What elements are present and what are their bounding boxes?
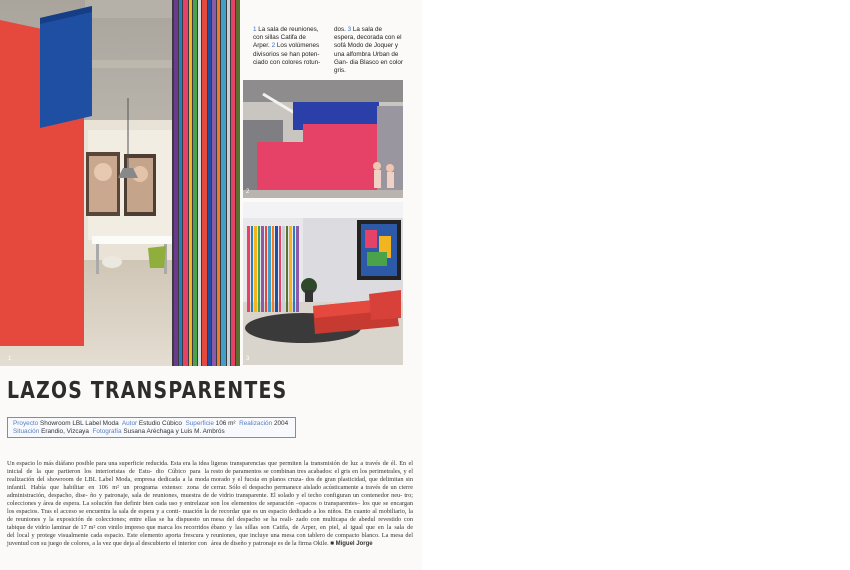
credits-proyecto-label: Proyecto xyxy=(13,420,39,427)
credits-situacion-value: Erandio, Vizcaya xyxy=(41,428,89,436)
caption-number-1: 1 xyxy=(253,26,257,33)
caption-text-1: La sala de reuniones, con sillas Catifa de Arper. xyxy=(253,26,319,50)
photo-waiting-room xyxy=(243,202,403,365)
credits-fotografia-label: Fotografía xyxy=(92,428,122,436)
credits-situacion-label: Situación xyxy=(13,428,40,436)
credits-autor-value: Estudio Cúbico xyxy=(138,420,182,427)
caption-number-3: 3 xyxy=(347,26,352,33)
magazine-page xyxy=(0,0,422,570)
caption-column-1 xyxy=(253,26,323,67)
end-mark-icon: ■ xyxy=(330,539,335,547)
photo-meeting-room xyxy=(0,0,240,366)
photo-dividing-volumes xyxy=(243,80,403,198)
photo-number-1: 1 xyxy=(8,356,12,362)
caption-text-3: dos. xyxy=(334,26,348,33)
credits-autor-label: Autor xyxy=(121,420,138,427)
credits-proyecto-value: Showroom LBL Label Moda xyxy=(40,420,119,427)
caption-column-2 xyxy=(334,26,404,75)
photo-waiting-room-image xyxy=(243,202,403,365)
body-text-column-2 xyxy=(211,460,413,548)
credits-row-1 xyxy=(13,420,290,428)
credits-realizacion-label: Realización xyxy=(239,420,273,427)
body-text-column-1: Un espacio lo más diáfano posible para una superficie reducida. Esta era la idea inicial de la que partieron los interioristas de Estu- dio Cúbico para la realización del showroom de LBL Label Moda, empresa dedicada a la moda infantil. Había que habilitar en 106 m² un programa extenso: zona de administración, despacho, dise- ño y patronaje, sala de reuniones, muestra de colecciones y área de espera. La solución fue definir bien cada uso y entrelazar los espacios. Tras el acceso se encuentra la sala de espera y a conti- nuación la de reuniones y la exposición de colecciones; entre ellas se ha dispuesto un tabique de vidrio laminar de 17 m² con vinilo impreso que marca los recorridos del local y protege visualmente cada espacio. Este elemento aporta frescura y juventud con su juego de colores, a la vez que deja al descubierto el interior con xyxy=(7,460,209,547)
caption-number-2: 2 xyxy=(271,42,276,50)
project-credits-box xyxy=(7,417,296,438)
photo-number-2: 2 xyxy=(246,189,250,195)
credits-superficie-label: Superficie xyxy=(185,420,214,427)
credits-realizacion-value: 2004 xyxy=(273,420,289,427)
photo-dividing-volumes-image xyxy=(243,80,403,198)
caption-text-4: La sala de espera, decorada con el sofá Modo de Joquer y una alfombra Urban de Gan- dia Blasco en color gris. xyxy=(334,26,403,75)
article-title: LAZOS TRANSPARENTES xyxy=(7,378,288,404)
credits-row-2 xyxy=(13,428,290,436)
photo-meeting-room-image xyxy=(0,0,240,366)
caption-text-2: Los volúmenes divisorios se han poten- ciado con colores rotun- xyxy=(253,42,321,66)
author-signature: Miguel Jorge xyxy=(335,540,373,547)
body-text-column-2-content: ligeras transparencias que permiten la transmisión de luz a través de él. En el resto de paramentos se combinan tres acabados: el gris en los perimetrales, y el morado y el fucsia en planos cruza- dos de gran plasticidad, que delimitan sin cerrar. Sólo el despacho permanece aislado acústicamente a través de un cierre de vidrio transparente. El solado y el techo configuran un contenedor neu- tro; son los elementos de separación –opacos o transparentes– los que se encargan de recordar que es un espacio dedicado a los niños. En cuanto al mobiliario, la mesa del despacho se ha reali- zado con multicapa de abedul revestido con ébano y las sillas son Catifa, de Arper, en piel, al igual que en la sala de reuniones, que incluye una mesa con tablero de compacto blanco. La mesa del área de diseño y patronaje es de la firma Okile. xyxy=(211,460,413,547)
credits-superficie-value: 106 m² xyxy=(215,420,236,427)
credits-fotografia-value: Susana Aréchaga y Luis M. Ambrós xyxy=(123,428,225,436)
photo-number-3: 3 xyxy=(246,356,250,362)
